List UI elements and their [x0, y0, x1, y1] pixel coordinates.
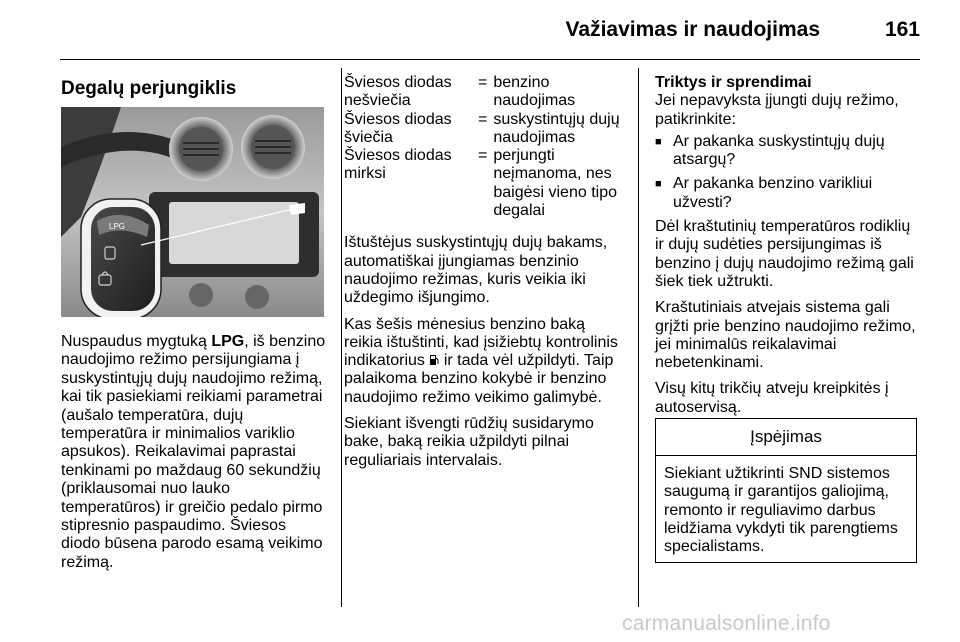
equals-sign: = [478, 147, 488, 165]
text-run: Kas šešis mėnesius benzino baką reikia ištuštinti, kad įsižiebtų kontrolinis indikatorius [344, 315, 618, 370]
text-run: , iš benzino naudojimo režimo persijungiama į suskystintųjų dujų naudojimo režimą, kai tik pasiekiami reikiami parametrai (aušalo temperatūra, dujų temperatūra ir minimalios variklio apsukos). Reikalavimai paprastai tenkinami po maždaug 60 sekundžių (priklausomai nuo lauko temperatūros) ir greičio pedalo pirmo stipresnio paspaudimo. Šviesos diodo būsena parodo esamą veikimo režimą. [61, 333, 326, 571]
column-1-text [61, 333, 326, 572]
paragraph: Kraštutiniais atvejais sistema gali grįžti prie benzino naudojimo režimo, jei minimalūs reikalavimai nebetenkinami. [655, 299, 916, 372]
lpg-switch-figure [61, 107, 324, 317]
lpg-description [61, 333, 326, 572]
column-3 [655, 74, 920, 425]
fuel-indicator-icon [429, 354, 439, 366]
paragraph: Ištuštėjus suskystintųjų dujų bakams, automatiškai įjungiamas benzinio naudojimo režimas, kuris veikia iki uždegimo išjungimo. [344, 234, 608, 307]
watermark: carmanualsonline.info [622, 612, 831, 635]
check-list [655, 133, 920, 212]
troubleshooting-heading: Triktys ir sprendimai [655, 74, 812, 91]
state-meaning: perjungti neįmanoma, nes baigėsi vieno tipo degalai [493, 147, 617, 220]
header-rule [60, 59, 920, 60]
column-divider-1 [341, 68, 342, 607]
paragraph: Visų kitų trikčių atveju kreipkitės į autoservisą. [655, 380, 889, 416]
state-meaning: benzino naudojimas [493, 74, 576, 110]
page-number: 161 [884, 18, 920, 41]
state-led: Šviesos diodas nešviečia [344, 74, 452, 110]
table-row [344, 74, 624, 111]
table-row [344, 111, 624, 148]
list-item: ■ Ar pakanka suskystintųjų dujų atsargų? [655, 133, 920, 170]
section-title: Degalų perjungiklis [61, 78, 237, 99]
warning-body: Siekiant užtikrinti SND sistemos saugumą ir garantijos galiojimą, remonto ir reguliavimo darbus leidžiama vykdyti tik parengtiems specialistams. [664, 465, 898, 556]
equals-sign: = [478, 74, 488, 91]
column-divider-2 [638, 68, 639, 607]
column-2 [344, 74, 624, 478]
text-run: Nuspaudus mygtuką [61, 333, 212, 350]
state-meaning: suskystintųjų dujų naudojimas [493, 110, 620, 146]
dashboard-photo [61, 107, 324, 317]
running-title: Važiavimas ir naudojimas [565, 18, 820, 41]
lpg-keyword: LPG [211, 333, 245, 350]
page-header [0, 0, 960, 60]
led-state-table [344, 74, 624, 220]
text-run: ir tada vėl užpildyti. Taip palaikoma benzino kokybė ir benzino naudojimo režimo veikimo galimybė. [344, 352, 614, 406]
table-row [344, 147, 624, 220]
equals-sign: = [478, 110, 488, 128]
state-led: Šviesos diodas šviečia [344, 110, 452, 146]
warning-title: Įspėjimas [656, 419, 916, 456]
state-led: Šviesos diodas mirksi [344, 147, 452, 183]
paragraph: Siekiant išvengti rūdžių susidarymo bake, baką reikia užpildyti pilnai reguliariais intervalais. [344, 415, 594, 469]
troubleshooting-intro: Jei nepavyksta įjungti dujų režimo, patikrinkite: [655, 92, 899, 128]
lpg-button-label: LPG [109, 222, 126, 231]
warning-box [655, 418, 917, 563]
paragraph: Dėl kraštutinių temperatūros rodiklių ir dujų sudėties persijungimas iš benzino į dujų naudojimo režimą gali šiek tiek užtrukti. [655, 218, 914, 290]
list-item: ■ Ar pakanka benzino varikliui užvesti? [655, 175, 920, 212]
paragraph [344, 316, 624, 407]
